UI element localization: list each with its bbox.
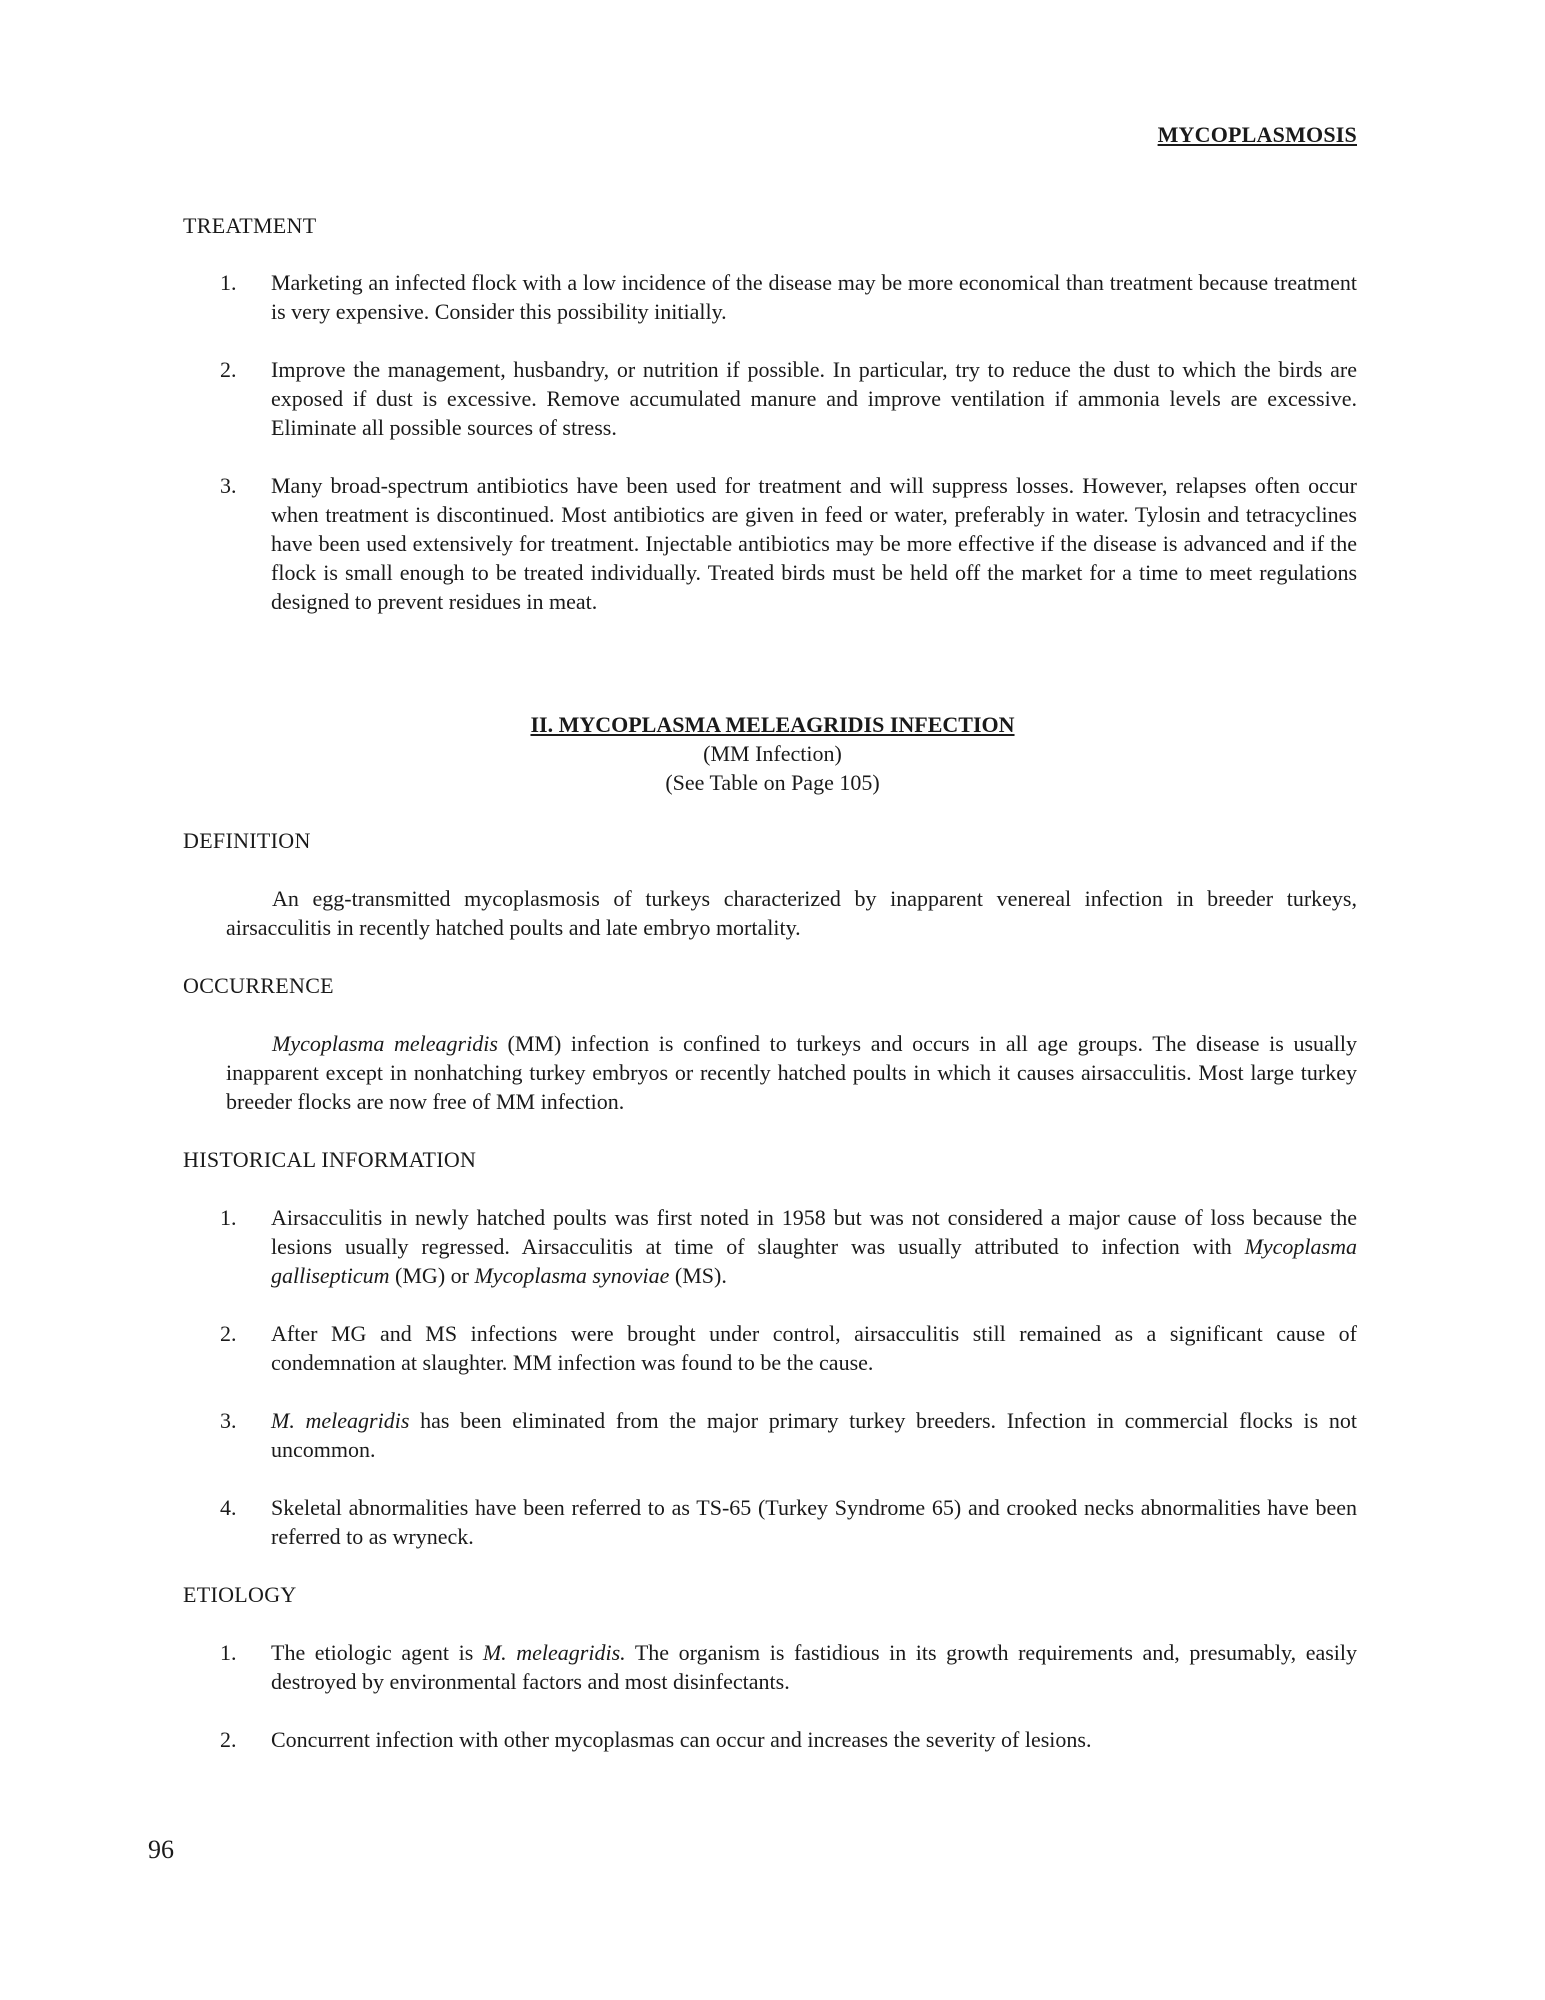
item-text: Marketing an infected flock with a low incidence of the disease may be more economical than treatment because treatment is very expensive. Consider this possibility initially. (271, 270, 1357, 324)
item-text: After MG and MS infections were brought under control, airsacculitis still remained as a significant cause of condemnation at slaughter. MM infection was found to be the cause. (271, 1321, 1357, 1375)
occurrence-paragraph (226, 1029, 1357, 1116)
item-text (271, 1638, 1357, 1696)
item-text-part: The organism is fastidious in its growth requirements and, presumably, easily destroyed by environmental factors and most disinfectants. (271, 1640, 1358, 1694)
page-number: 96 (148, 1835, 174, 1864)
item-text-part: Airsacculitis in newly hatched poults was first noted in 1958 but was not considered a major cause of loss because the lesions usually regressed. Airsacculitis at time of slaughter was usually attributed to infection with (271, 1205, 1357, 1259)
definition-paragraph: An egg-transmitted mycoplasmosis of turkeys characterized by inapparent venereal infection in breeder turkeys, airsacculitis in recently hatched poults and late embryo mortality. (226, 886, 1357, 940)
definition-heading: DEFINITION (183, 828, 311, 853)
item-text: Concurrent infection with other mycoplasmas can occur and increases the severity of lesions. (271, 1727, 1092, 1752)
item-text-part: (MS). (669, 1263, 727, 1288)
etiology-item-2 (220, 1725, 1357, 1754)
item-number: 1. (220, 1640, 237, 1665)
item-text-part: has been eliminated from the major primary turkey breeders. Infection in commercial flocks is not uncommon. (271, 1408, 1357, 1462)
historical-item-3 (220, 1406, 1357, 1464)
item-number: 4. (220, 1495, 237, 1520)
item-number: 2. (220, 357, 237, 382)
item-number: 1. (220, 1205, 237, 1230)
item-text: Improve the management, husbandry, or nutrition if possible. In particular, try to reduce the dust to which the birds are exposed if dust is excessive. Remove accumulated manure and improve ventilation if ammonia levels are excessive. Eliminate all possible sources of stress. (271, 357, 1357, 440)
treatment-item-3 (220, 471, 1357, 616)
item-text (271, 1406, 1357, 1464)
historical-item-4 (220, 1493, 1357, 1551)
etiology-item-1 (220, 1638, 1357, 1696)
item-number: 2. (220, 1727, 237, 1752)
treatment-item-2 (220, 355, 1357, 442)
item-number: 3. (220, 473, 237, 498)
historical-item-2 (220, 1319, 1357, 1377)
item-number: 1. (220, 270, 237, 295)
organism-name: Mycoplasma gallisepticum (271, 1234, 1357, 1288)
section-title: II. MYCOPLASMA MELEAGRIDIS INFECTION (530, 712, 1015, 737)
organism-name: Mycoplasma synoviae (474, 1263, 670, 1288)
historical-heading: HISTORICAL INFORMATION (183, 1147, 477, 1172)
item-number: 2. (220, 1321, 237, 1346)
section-title-block (0, 710, 1545, 797)
item-text (271, 1203, 1357, 1290)
item-text-part: (MG) or (389, 1263, 475, 1288)
organism-name: Mycoplasma meleagridis (272, 1031, 498, 1056)
item-text-part: The etiologic agent is (271, 1640, 483, 1665)
running-head: MYCOPLASMOSIS (1157, 122, 1357, 147)
historical-item-1 (220, 1203, 1357, 1290)
organism-name: M. meleagridis. (482, 1640, 626, 1665)
section-table-reference: (See Table on Page 105) (665, 770, 880, 795)
occurrence-heading: OCCURRENCE (183, 973, 334, 998)
organism-name: M. meleagridis (271, 1408, 410, 1433)
item-text: Skeletal abnormalities have been referred to as TS-65 (Turkey Syndrome 65) and crooked necks abnormalities have been referred to as wryneck. (271, 1495, 1357, 1549)
item-text: Many broad-spectrum antibiotics have been used for treatment and will suppress losses. However, relapses often occur when treatment is discontinued. Most antibiotics are given in feed or water, preferably in water. Tylosin and tetracyclines have been used extensively for treatment. Injectable antibiotics may be more effective if the disease is advanced and if the flock is small enough to be treated individually. Treated birds must be held off the market for a time to meet regulations designed to prevent residues in meat. (271, 473, 1357, 614)
etiology-heading: ETIOLOGY (183, 1582, 297, 1607)
item-number: 3. (220, 1408, 237, 1433)
treatment-heading: TREATMENT (183, 213, 317, 238)
treatment-item-1 (220, 268, 1357, 326)
occurrence-text: (MM) infection is confined to turkeys and occurs in all age groups. The disease is usually inapparent except in nonhatching turkey embryos or recently hatched poults in which it causes airsacculitis. Most large turkey breeder flocks are now free of MM infection. (226, 1031, 1358, 1114)
section-subtitle: (MM Infection) (703, 741, 842, 766)
